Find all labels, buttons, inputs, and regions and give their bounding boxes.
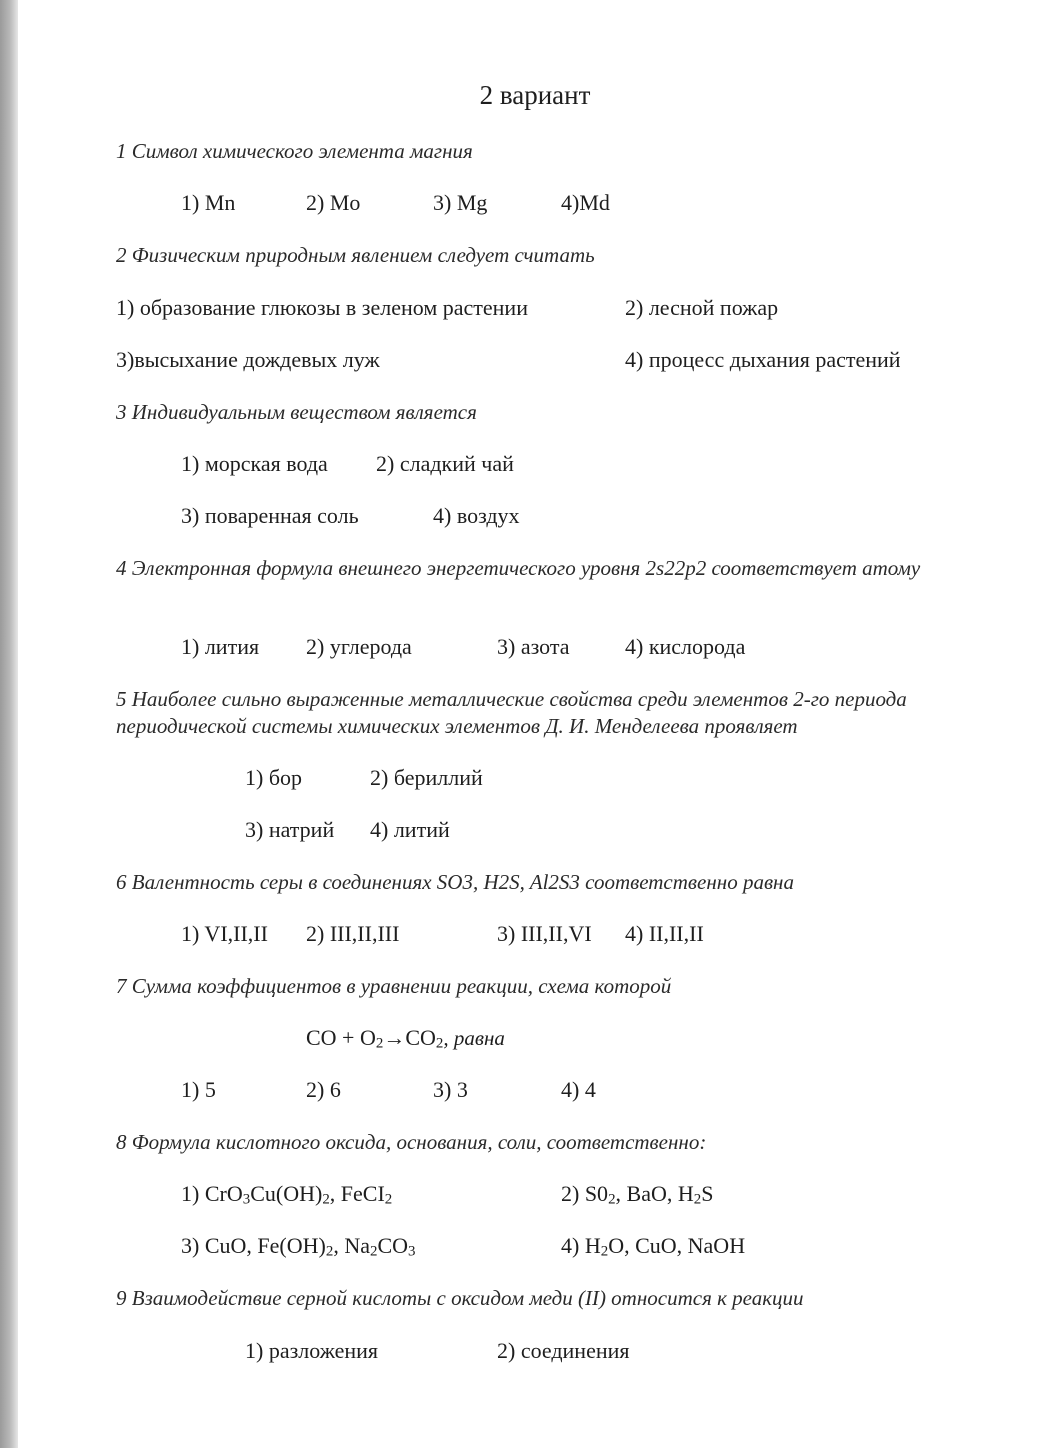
q1-option-4: 4)Md <box>561 190 610 215</box>
q5-option-1: 1) бор <box>245 765 303 790</box>
q8-option-4: 4) $H_2O$, CuO, NaOH <box>561 1233 746 1260</box>
q7-option-4: 4) 4 <box>561 1077 596 1102</box>
q5-option-4: 4) литий <box>370 817 450 842</box>
q3-option-2: 2) сладкий чай <box>376 451 514 476</box>
q4-option-1: 1) лития <box>181 634 260 659</box>
q7-option-2: 2) 6 <box>306 1077 341 1102</box>
question-8: 8 Формула кислотного оксида, основания, соли, соответственно: <box>116 1130 707 1154</box>
q7-option-3: 3) 3 <box>433 1077 468 1102</box>
q2-option-4: 4) процесс дыхания растений <box>625 347 901 372</box>
question-3: 3 Индивидуальным веществом является <box>116 400 477 424</box>
q7-reaction-scheme: CO + $O_2\to CO_2$, равна <box>306 1025 505 1052</box>
question-6: 6 Валентность серы в соединениях SO3, H2S, Al2S3 соответственно равна <box>116 870 794 894</box>
q8-option-1: 1) $CrO_3Cu(OH)_2$, FeCI$_2$ <box>181 1181 393 1208</box>
q1-option-2: 2) Mo <box>306 190 361 215</box>
q2-option-1: 1) образование глюкозы в зеленом растении <box>116 295 528 320</box>
question-4: 4 Электронная формула внешнего энергетического уровня 2s22p2 соответствует атому <box>116 556 921 580</box>
q5-option-3: 3) натрий <box>245 817 335 842</box>
q3-option-4: 4) воздух <box>433 503 520 528</box>
question-9: 9 Взаимодействие серной кислоты с оксидом меди (II) относится к реакции <box>116 1286 804 1310</box>
q6-option-3: 3) III,II,VI <box>497 921 592 946</box>
q2-option-2: 2) лесной пожар <box>625 295 779 320</box>
q4-option-3: 3) азота <box>497 634 570 659</box>
q5-option-2: 2) бериллий <box>370 765 483 790</box>
q4-option-2: 2) углерода <box>306 634 412 659</box>
q4-option-4: 4) кислорода <box>625 634 746 659</box>
q1-option-1: 1) Mn <box>181 190 236 215</box>
question-1: 1 Символ химического элемента магния <box>116 139 473 163</box>
q2-option-3: 3)высыхание дождевых луж <box>116 347 380 372</box>
question-5: 5 Наиболее сильно выраженные металлические свойства среди элементов 2-го периода периодической системы химических элементов Д. И. Менделеева проявляет <box>116 687 907 738</box>
document-title: 2 вариант <box>479 80 591 110</box>
question-2: 2 Физическим природным явлением следует считать <box>116 243 595 267</box>
q9-option-1: 1) разложения <box>245 1338 379 1363</box>
q6-option-1: 1) VI,II,II <box>181 921 268 946</box>
q8-option-3: 3) CuO, $Fe(OH)_2$, $Na_2CO_3$ <box>181 1233 416 1260</box>
q9-option-2: 2) соединения <box>497 1338 630 1363</box>
q1-option-3: 3) Mg <box>433 190 488 215</box>
q6-option-4: 4) II,II,II <box>625 921 704 946</box>
q6-option-2: 2) III,II,III <box>306 921 400 946</box>
question-7: 7 Сумма коэффициентов в уравнении реакции, схема которой <box>116 974 672 998</box>
q3-option-3: 3) поваренная соль <box>181 503 359 528</box>
q8-option-2: 2) $S0_2$, BaO, $H_2S$ <box>561 1181 714 1208</box>
q3-option-1: 1) морская вода <box>181 451 328 476</box>
q7-option-1: 1) 5 <box>181 1077 216 1102</box>
